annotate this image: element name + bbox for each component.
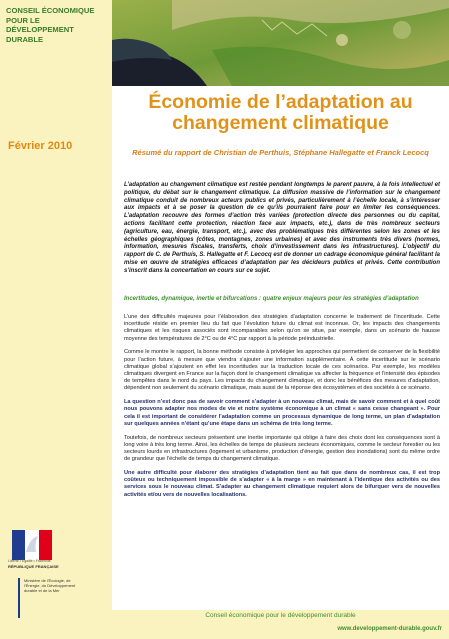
- section-heading: Incertitudes, dynamique, inertie et bifurcations : quatre enjeux majeurs pour les stratégies d’adaptation: [124, 296, 419, 302]
- organization-name: CONSEIL ÉCONOMIQUE POUR LE DÉVELOPPEMENT DURABLE: [6, 6, 95, 44]
- report-subtitle: Résumé du rapport de Christian de Perthuis, Stéphane Hallegatte et Franck Lecocq: [132, 148, 429, 157]
- marianne-icon: [12, 530, 52, 560]
- paragraph-4: Toutefois, de nombreux secteurs présentent une inertie importante qui oblige à faire des choix dont les conséquences sont à long voire à très long terme. Ainsi, les échelles de temps de plusieurs secteurs économiques, comme le secteur forestier ou les secteurs lourds en infrastructures (logement et urbanisme, production d’énergie, gestion des inondations) sont du même ordre de grandeur que l’échelle de temps du changement climatique.: [124, 434, 440, 463]
- republic-label: RÉPUBLIQUE FRANÇAISE: [8, 564, 59, 569]
- footer-website-link[interactable]: www.developpement-durable.gouv.fr: [337, 626, 442, 632]
- report-title: Économie de l’adaptation au changement climatique: [148, 91, 413, 134]
- paragraph-2: Comme le montre le rapport, la bonne méthode consiste à privilégier les approches qui permettent de conserver de la flexibilité pour l’action future, à mesure que viendra s’ajouter une information supplémentaire. À cette incertitude sur le scénario climatique global s’ajoutent en effet les incertitudes sur la traduction locale de ces scénarios. Par exemple, les modèles climatiques divergent en France sur la façon dont le changement climatique va affecter la fréquence et l’intensité des épisodes de tempêtes dans le nord du pays. Les impacts du changement climatique, et donc les bénéfices des mesures d’adaptation, dépendent non seulement du scénario climatique, mais aussi de la réponse des écosystèmes et des sociétés à ce scénario.: [124, 349, 440, 392]
- footer-council-name: Conseil économique pour le développement durable: [205, 612, 356, 619]
- publication-date: Février 2010: [8, 140, 73, 152]
- sidebar: [0, 0, 112, 639]
- body-text: [124, 314, 440, 505]
- paragraph-5: Une autre difficulté pour élaborer des stratégies d’adaptation tient au fait que dans de nombreux cas, il est trop coûteux ou techniquement impossible de s’adapter « à la marge » en maintenant à l’identique des activités ou des services sous le nouveau climat. S’adapter au changement climatique requiert alors de bifurquer vers de nouvelles activités et/ou vers de nouvelles localisations.: [124, 470, 440, 498]
- ministry-divider: [18, 578, 20, 618]
- header-satellite-map: [112, 0, 449, 86]
- abstract: L’adaptation au changement climatique est restée pendant longtemps le parent pauvre, à la fois intellectuel et politique, du débat sur le changement climatique. La diffusion massive de l’information sur le changement climatique conduit de nombreux acteurs publics et privés, particulièrement à l’échelle locale, à s’intéresser aux impacts et à se poser la question de ce qu’ils pourraient faire pour en limiter les conséquences. L’adaptation recouvre des formes d’action très variées (protection directe des personnes ou du capital, actions facilitant cette protection, réaction face aux impacts, etc.), dans de très nombreux secteurs (agriculture, eau, énergie, transport, etc.), avec des problématiques très différentes selon les zones et les échelles géographiques (côtes, montagnes, zones urbaines) et avec des instruments très divers (normes, information, mesures fiscales, transferts, choix d’investissement dans les infrastructures). L’objectif du rapport de C. de Perthuis, S. Hallegatte et F. Lecocq est de donner un cadrage économique général facilitant la mise en œuvre de stratégies efficaces d’adaptation par les décideurs publics et privés. Cette contribution s’inscrit dans la concertation en cours sur ce sujet.: [124, 182, 440, 274]
- government-logo: [8, 530, 84, 622]
- paragraph-1: L’une des difficultés majeures pour l’élaboration des stratégies d’adaptation concerne le traitement de l’incertitude. Cette incertitude réside en premier lieu du fait que l’évolution future du climat est inconnue. Or, les impacts des changements climatiques et les risques associés sont incomparables selon qu’on se situe, par exemple, dans un scénario de hausse moyenne des températures de 2°C ou de 4°C par rapport à la période préindustrielle.: [124, 314, 440, 342]
- paragraph-3: La question n’est donc pas de savoir comment s’adapter à un nouveau climat, mais de savoir comment et à quel coût nous pouvons adapter nos modes de vie et notre système économique à un climat « sans cesse changeant ». Pour cela il est important de considérer l’adaptation comme un processus dynamique de long terme, un plan d’adaptation sur quelques années n’étant qu’une étape dans un schéma de très long terme.: [124, 399, 440, 427]
- ministry-name: Ministère de l'Écologie, de l'Énergie, du Développement durable et de la Mer: [24, 578, 76, 594]
- republic-motto: Liberté • Égalité • Fraternité: [8, 559, 51, 563]
